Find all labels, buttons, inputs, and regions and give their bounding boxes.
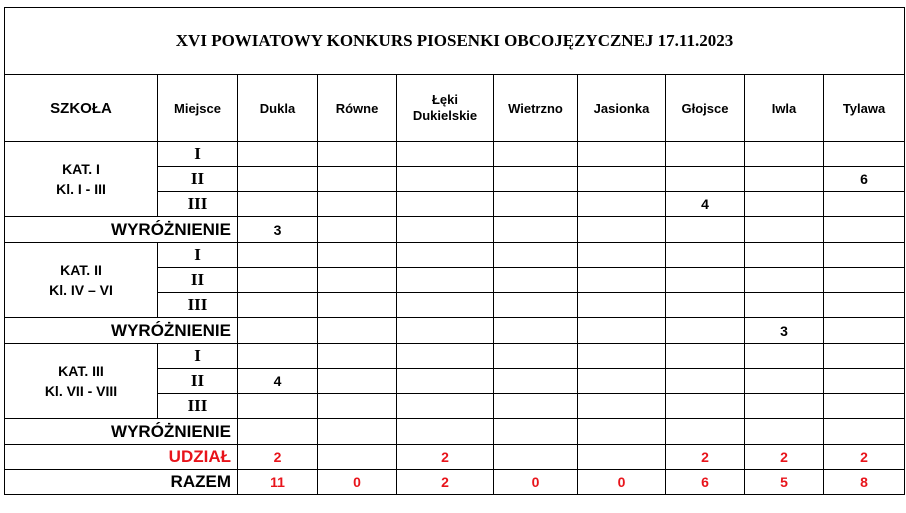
- school-header-glojsce: Głojsce: [666, 75, 745, 142]
- value-cell: [824, 217, 905, 243]
- value-cell: 2: [397, 470, 494, 495]
- value-cell: 4: [238, 369, 318, 394]
- value-cell: [494, 167, 578, 192]
- value-cell: [238, 344, 318, 369]
- value-cell: [578, 344, 666, 369]
- category-name: KAT. III: [58, 363, 104, 379]
- value-cell: [666, 318, 745, 344]
- school-header-jasionka: Jasionka: [578, 75, 666, 142]
- place-column-header: Miejsce: [158, 75, 238, 142]
- school-header-iwla: Iwla: [745, 75, 824, 142]
- value-cell: [318, 293, 397, 318]
- value-cell: [666, 293, 745, 318]
- value-cell: [745, 293, 824, 318]
- value-cell: [397, 369, 494, 394]
- value-cell: [578, 369, 666, 394]
- value-cell: [238, 318, 318, 344]
- value-cell: 11: [238, 470, 318, 495]
- value-cell: [318, 192, 397, 217]
- value-cell: [578, 192, 666, 217]
- value-cell: [318, 243, 397, 268]
- value-cell: [318, 445, 397, 470]
- place-label: I: [158, 243, 238, 268]
- value-cell: [238, 142, 318, 167]
- value-cell: 0: [318, 470, 397, 495]
- place-label: III: [158, 192, 238, 217]
- value-cell: [318, 268, 397, 293]
- value-cell: [666, 268, 745, 293]
- value-cell: 2: [745, 445, 824, 470]
- value-cell: [494, 142, 578, 167]
- value-cell: 3: [745, 318, 824, 344]
- category-classes: Kl. VII - VIII: [44, 383, 118, 399]
- value-cell: [318, 142, 397, 167]
- value-cell: [824, 318, 905, 344]
- value-cell: [318, 419, 397, 445]
- value-cell: [397, 318, 494, 344]
- value-cell: [238, 192, 318, 217]
- value-cell: 2: [666, 445, 745, 470]
- value-cell: [745, 419, 824, 445]
- place-label: I: [158, 344, 238, 369]
- value-cell: [397, 142, 494, 167]
- value-cell: [318, 344, 397, 369]
- value-cell: [666, 217, 745, 243]
- value-cell: [745, 217, 824, 243]
- value-cell: [238, 268, 318, 293]
- participation-label: UDZIAŁ: [5, 445, 238, 470]
- value-cell: [578, 445, 666, 470]
- value-cell: [578, 142, 666, 167]
- value-cell: 2: [824, 445, 905, 470]
- place-label: III: [158, 394, 238, 419]
- value-cell: [745, 243, 824, 268]
- value-cell: [578, 318, 666, 344]
- value-cell: [578, 217, 666, 243]
- value-cell: [494, 344, 578, 369]
- value-cell: [745, 394, 824, 419]
- distinction-row: [5, 419, 905, 445]
- value-cell: [824, 142, 905, 167]
- school-header-tylawa: Tylawa: [824, 75, 905, 142]
- value-cell: [824, 192, 905, 217]
- value-cell: [666, 344, 745, 369]
- value-cell: [494, 293, 578, 318]
- category-classes: Kl. IV – VI: [49, 282, 113, 298]
- school-header-leki-dukielskie-label: Łęki Dukielskie: [412, 92, 478, 123]
- value-cell: [318, 167, 397, 192]
- value-cell: [397, 192, 494, 217]
- value-cell: [397, 344, 494, 369]
- value-cell: 5: [745, 470, 824, 495]
- place-label: II: [158, 268, 238, 293]
- school-header-leki-dukielskie: [397, 75, 494, 142]
- value-cell: [397, 268, 494, 293]
- category-classes: Kl. I - III: [56, 181, 106, 197]
- value-cell: [494, 243, 578, 268]
- value-cell: [745, 268, 824, 293]
- value-cell: [397, 217, 494, 243]
- place-label: III: [158, 293, 238, 318]
- value-cell: [824, 419, 905, 445]
- school-header-wietrzno: Wietrzno: [494, 75, 578, 142]
- title-row: [5, 8, 905, 75]
- value-cell: [824, 344, 905, 369]
- school-header-rowne: Równe: [318, 75, 397, 142]
- value-cell: 2: [238, 445, 318, 470]
- value-cell: [745, 344, 824, 369]
- value-cell: [238, 167, 318, 192]
- value-cell: [666, 394, 745, 419]
- school-header-dukla: Dukla: [238, 75, 318, 142]
- total-row: [5, 470, 905, 495]
- value-cell: [666, 142, 745, 167]
- value-cell: [745, 142, 824, 167]
- value-cell: [238, 293, 318, 318]
- value-cell: [824, 268, 905, 293]
- value-cell: [494, 369, 578, 394]
- category-name: KAT. I: [62, 161, 100, 177]
- place-label: II: [158, 369, 238, 394]
- value-cell: [397, 243, 494, 268]
- value-cell: [318, 217, 397, 243]
- value-cell: [824, 369, 905, 394]
- value-cell: 6: [666, 470, 745, 495]
- header-row: [5, 75, 905, 142]
- value-cell: [494, 394, 578, 419]
- value-cell: 3: [238, 217, 318, 243]
- total-label: RAZEM: [5, 470, 238, 495]
- value-cell: [397, 394, 494, 419]
- distinction-row: [5, 318, 905, 344]
- value-cell: [666, 369, 745, 394]
- value-cell: [824, 394, 905, 419]
- value-cell: [578, 243, 666, 268]
- participation-row: [5, 445, 905, 470]
- distinction-row: [5, 217, 905, 243]
- place-label: I: [158, 142, 238, 167]
- value-cell: [494, 217, 578, 243]
- value-cell: [238, 243, 318, 268]
- value-cell: 0: [578, 470, 666, 495]
- value-cell: [397, 293, 494, 318]
- value-cell: [494, 318, 578, 344]
- value-cell: [666, 243, 745, 268]
- category-name: KAT. II: [60, 262, 102, 278]
- value-cell: [494, 419, 578, 445]
- value-cell: [318, 394, 397, 419]
- competition-results-table: [4, 7, 905, 495]
- value-cell: 6: [824, 167, 905, 192]
- distinction-label: WYRÓŻNIENIE: [5, 217, 238, 243]
- category-cell: [5, 243, 158, 318]
- distinction-label: WYRÓŻNIENIE: [5, 318, 238, 344]
- value-cell: [494, 445, 578, 470]
- value-cell: [745, 369, 824, 394]
- value-cell: [578, 293, 666, 318]
- place-row: [5, 344, 905, 369]
- value-cell: 8: [824, 470, 905, 495]
- value-cell: [238, 394, 318, 419]
- value-cell: 4: [666, 192, 745, 217]
- place-row: [5, 142, 905, 167]
- document-title: XVI POWIATOWY KONKURS PIOSENKI OBCOJĘZYCZNEJ 17.11.2023: [5, 8, 905, 75]
- value-cell: 0: [494, 470, 578, 495]
- value-cell: [318, 369, 397, 394]
- value-cell: [578, 167, 666, 192]
- category-cell: [5, 142, 158, 217]
- place-label: II: [158, 167, 238, 192]
- value-cell: [578, 268, 666, 293]
- value-cell: [745, 167, 824, 192]
- value-cell: [494, 268, 578, 293]
- value-cell: [397, 419, 494, 445]
- value-cell: [824, 243, 905, 268]
- value-cell: [745, 192, 824, 217]
- category-cell: [5, 344, 158, 419]
- place-row: [5, 243, 905, 268]
- value-cell: [578, 394, 666, 419]
- value-cell: [238, 419, 318, 445]
- school-column-header: SZKOŁA: [5, 75, 158, 142]
- distinction-label: WYRÓŻNIENIE: [5, 419, 238, 445]
- table-body: [5, 8, 905, 495]
- value-cell: [666, 167, 745, 192]
- value-cell: 2: [397, 445, 494, 470]
- value-cell: [397, 167, 494, 192]
- value-cell: [666, 419, 745, 445]
- value-cell: [824, 293, 905, 318]
- value-cell: [318, 318, 397, 344]
- value-cell: [494, 192, 578, 217]
- value-cell: [578, 419, 666, 445]
